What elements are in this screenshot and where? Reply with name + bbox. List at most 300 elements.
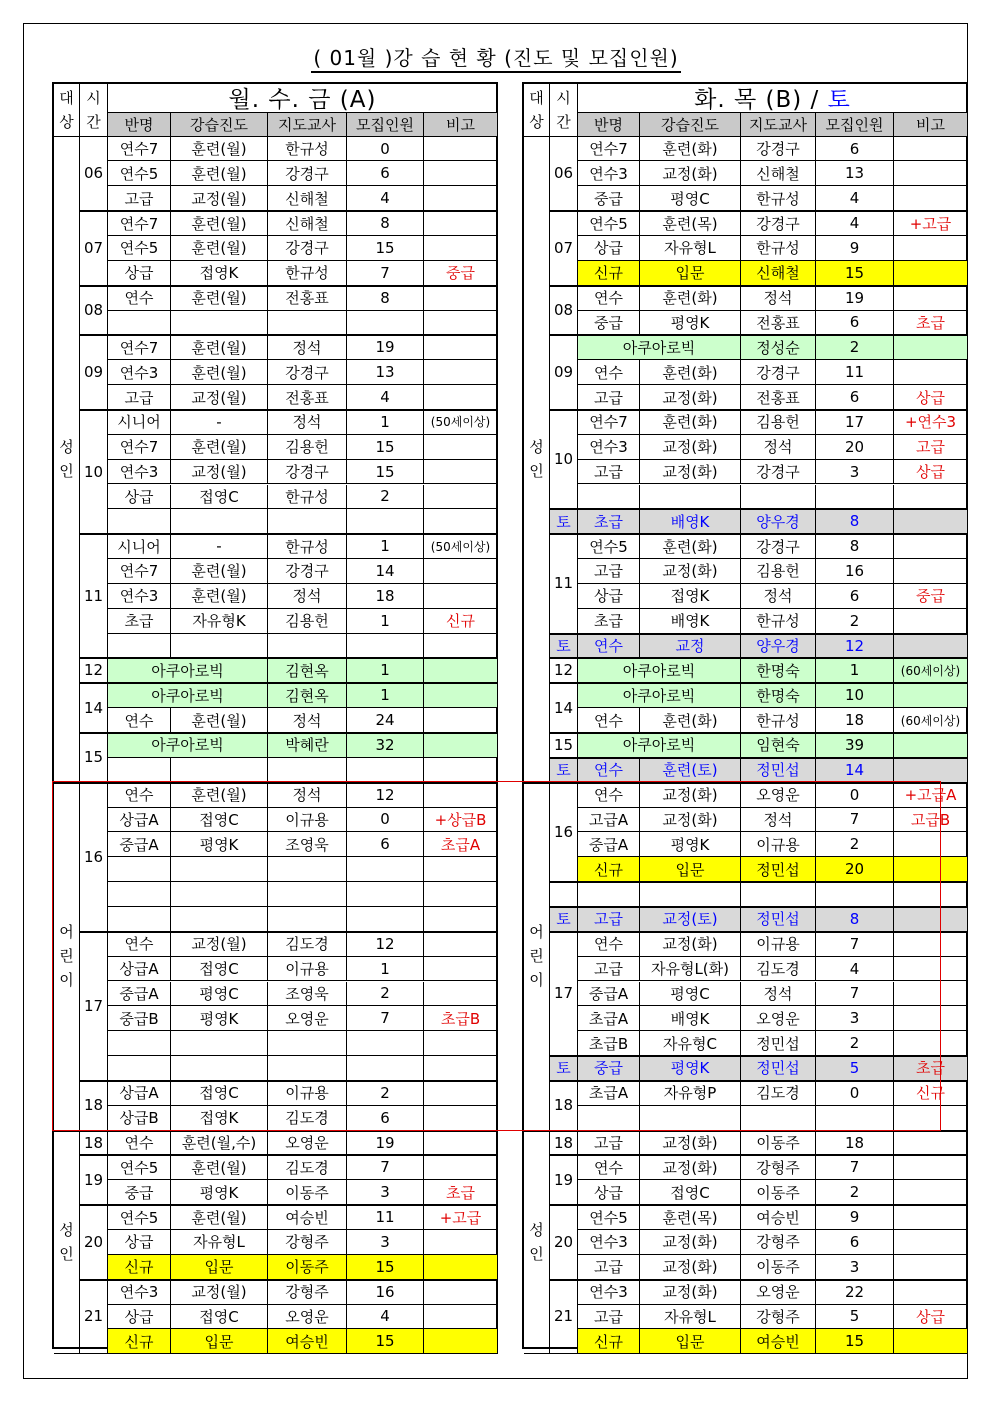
group-separator xyxy=(524,1130,968,1132)
note xyxy=(424,957,498,982)
enroll-count: 14 xyxy=(347,559,424,584)
curriculum: 교정(화) xyxy=(640,460,741,485)
class-name: 초급 xyxy=(578,509,640,534)
curriculum: 훈련(월) xyxy=(171,236,268,261)
group-label: 어린이 xyxy=(59,923,74,990)
curriculum: 훈련(월) xyxy=(171,286,268,311)
enroll-count: 17 xyxy=(816,410,894,435)
note: 초급 xyxy=(894,311,968,336)
teacher: 양우경 xyxy=(741,634,816,659)
note xyxy=(894,609,968,634)
enroll-count: 1 xyxy=(347,957,424,982)
teacher: 강형주 xyxy=(741,1155,816,1180)
teacher: 오영운 xyxy=(268,1131,347,1156)
enroll-count: 16 xyxy=(347,1280,424,1305)
schedule-table-tt-sat xyxy=(522,82,968,1349)
saturday-label: 토 xyxy=(550,634,578,659)
note: +연수3 xyxy=(894,410,968,435)
class-name: 고급 xyxy=(578,559,640,584)
column-header: 강습진도 xyxy=(171,113,268,137)
time-slot: 08 xyxy=(550,286,578,336)
note: +고급 xyxy=(894,211,968,236)
enroll-count: 8 xyxy=(347,286,424,311)
teacher: 여승빈 xyxy=(268,1329,347,1354)
teacher: 이동주 xyxy=(268,1180,347,1205)
teacher: 강경구 xyxy=(741,360,816,385)
teacher: 정민섭 xyxy=(741,857,816,882)
class-name: 상급B xyxy=(108,1106,171,1131)
block-separator xyxy=(550,881,968,883)
curriculum: 접영C xyxy=(171,1081,268,1106)
block-separator xyxy=(550,633,968,635)
teacher: 한규성 xyxy=(268,137,347,162)
enroll-count xyxy=(347,1031,424,1056)
curriculum: 자유형L xyxy=(171,1230,268,1255)
class-name: 연수 xyxy=(578,286,640,311)
note xyxy=(424,733,498,758)
curriculum: 교정(월) xyxy=(171,932,268,957)
note xyxy=(424,435,498,460)
teacher: 이규용 xyxy=(268,808,347,833)
curriculum: 자유형K xyxy=(171,609,268,634)
teacher: 정석 xyxy=(741,808,816,833)
enroll-count: 6 xyxy=(347,161,424,186)
enroll-count: 7 xyxy=(816,982,894,1007)
block-separator xyxy=(80,210,498,212)
class-name: 신규 xyxy=(578,857,640,882)
block-separator xyxy=(550,732,968,734)
note xyxy=(894,137,968,162)
curriculum: 교정(화) xyxy=(640,161,741,186)
enroll-count: 15 xyxy=(347,236,424,261)
teacher xyxy=(741,1106,816,1131)
class-name: 중급 xyxy=(578,1056,640,1081)
column-header: 모집인원 xyxy=(816,113,894,137)
class-name: 신규 xyxy=(578,261,640,286)
enroll-count: 5 xyxy=(816,1305,894,1330)
time-slot: 07 xyxy=(80,211,108,286)
teacher: 한규성 xyxy=(741,708,816,733)
note xyxy=(894,683,968,708)
header-time xyxy=(80,84,108,137)
class-name xyxy=(108,509,171,534)
curriculum: 훈련(목) xyxy=(640,211,741,236)
note xyxy=(894,1329,968,1354)
enroll-count: 2 xyxy=(816,1180,894,1205)
curriculum: 평영K xyxy=(640,311,741,336)
enroll-count: 6 xyxy=(816,137,894,162)
block-separator xyxy=(80,285,498,287)
time-slot: 11 xyxy=(550,534,578,633)
header-time xyxy=(550,84,578,137)
class-name: 고급A xyxy=(578,808,640,833)
enroll-count xyxy=(347,311,424,336)
block-separator xyxy=(550,1080,968,1082)
enroll-count: 7 xyxy=(347,261,424,286)
class-name: 고급 xyxy=(578,1305,640,1330)
curriculum: 훈련(월) xyxy=(171,559,268,584)
curriculum: 훈련(화) xyxy=(640,286,741,311)
class-name: 신규 xyxy=(108,1329,171,1354)
curriculum xyxy=(640,485,741,510)
curriculum: 접영C xyxy=(171,485,268,510)
class-name: 초급 xyxy=(578,609,640,634)
curriculum xyxy=(171,1031,268,1056)
note xyxy=(424,708,498,733)
note: +고급 xyxy=(424,1205,498,1230)
note xyxy=(424,982,498,1007)
time-slot: 14 xyxy=(550,683,578,733)
enroll-count xyxy=(347,758,424,783)
note xyxy=(894,1006,968,1031)
teacher: 정민섭 xyxy=(741,758,816,783)
teacher: 강형주 xyxy=(741,1305,816,1330)
class-name: 연수 xyxy=(578,758,640,783)
enroll-count: 13 xyxy=(816,161,894,186)
group-adult xyxy=(524,1131,550,1355)
group-kids xyxy=(54,783,80,1131)
class-name: 연수3 xyxy=(578,1230,640,1255)
enroll-count: 8 xyxy=(816,534,894,559)
curriculum: 평영C xyxy=(640,982,741,1007)
teacher: 이규용 xyxy=(741,932,816,957)
enroll-count: 20 xyxy=(816,435,894,460)
enroll-count: 7 xyxy=(347,1155,424,1180)
class-name xyxy=(108,907,171,932)
enroll-count xyxy=(347,857,424,882)
teacher: 강경구 xyxy=(741,211,816,236)
enroll-count xyxy=(816,882,894,907)
class-name: 상급 xyxy=(578,1180,640,1205)
teacher: 오영운 xyxy=(741,783,816,808)
class-name: 연수 xyxy=(108,286,171,311)
curriculum: 접영C xyxy=(171,1305,268,1330)
class-name: 연수3 xyxy=(108,360,171,385)
curriculum: 자유형P xyxy=(640,1081,741,1106)
time-slot: 15 xyxy=(80,733,108,783)
enroll-count: 20 xyxy=(816,857,894,882)
curriculum xyxy=(171,857,268,882)
enroll-count: 6 xyxy=(816,311,894,336)
note xyxy=(894,932,968,957)
teacher xyxy=(268,634,347,659)
class-name: 연수7 xyxy=(578,410,640,435)
note xyxy=(424,1255,498,1280)
column-header: 지도교사 xyxy=(268,113,347,137)
teacher: 정석 xyxy=(741,584,816,609)
class-name: 연수 xyxy=(578,634,640,659)
teacher xyxy=(268,1056,347,1081)
teacher: 김용헌 xyxy=(268,435,347,460)
class-name: 상급 xyxy=(578,584,640,609)
curriculum: 접영K xyxy=(171,261,268,286)
block-separator xyxy=(550,1279,968,1281)
group-label: 어린이 xyxy=(529,923,544,990)
class-name: 고급 xyxy=(108,186,171,211)
curriculum: 교정(화) xyxy=(640,783,741,808)
enroll-count: 3 xyxy=(816,1255,894,1280)
class-name: 연수 xyxy=(108,708,171,733)
note xyxy=(894,236,968,261)
teacher: 정석 xyxy=(268,708,347,733)
class-name: 연수3 xyxy=(108,1280,171,1305)
enroll-count: 0 xyxy=(816,783,894,808)
enroll-count xyxy=(347,882,424,907)
enroll-count: 4 xyxy=(816,186,894,211)
header-time-label: 시간 xyxy=(556,88,571,131)
teacher xyxy=(268,907,347,932)
group-adult xyxy=(524,137,550,783)
note: 초급A xyxy=(424,832,498,857)
enroll-count: 15 xyxy=(347,435,424,460)
note xyxy=(424,584,498,609)
enroll-count: 7 xyxy=(816,932,894,957)
curriculum xyxy=(640,1106,741,1131)
curriculum xyxy=(171,509,268,534)
teacher: 정민섭 xyxy=(741,1031,816,1056)
class-name xyxy=(108,1031,171,1056)
curriculum: 훈련(월,수) xyxy=(171,1131,268,1156)
note xyxy=(894,485,968,510)
class-name: 연수3 xyxy=(578,435,640,460)
curriculum xyxy=(171,1056,268,1081)
class-name: 고급 xyxy=(108,385,171,410)
note xyxy=(424,882,498,907)
curriculum: 훈련(화) xyxy=(640,410,741,435)
note xyxy=(894,1180,968,1205)
class-name: 중급A xyxy=(108,982,171,1007)
column-header: 비고 xyxy=(424,113,498,137)
page-title-text: ( 01월 )강 습 현 황 (진도 및 모집인원) xyxy=(311,46,680,73)
curriculum: 훈련(화) xyxy=(640,137,741,162)
teacher: 강경구 xyxy=(268,360,347,385)
group-separator xyxy=(524,782,968,784)
column-header: 반명 xyxy=(108,113,171,137)
note xyxy=(424,1081,498,1106)
note xyxy=(894,1106,968,1131)
enroll-count: 39 xyxy=(816,733,894,758)
enroll-count: 15 xyxy=(816,261,894,286)
curriculum: 평영K xyxy=(640,832,741,857)
enroll-count: 4 xyxy=(816,957,894,982)
teacher: 강형주 xyxy=(268,1230,347,1255)
class-name: 상급A xyxy=(108,957,171,982)
curriculum: 훈련(월) xyxy=(171,584,268,609)
block-separator xyxy=(550,210,968,212)
curriculum: 교정(토) xyxy=(640,907,741,932)
time-slot: 06 xyxy=(550,137,578,212)
note xyxy=(424,1280,498,1305)
enroll-count: 2 xyxy=(347,982,424,1007)
teacher: 한규성 xyxy=(741,609,816,634)
curriculum: - xyxy=(171,410,268,435)
block-separator xyxy=(80,657,498,659)
curriculum: 교정(화) xyxy=(640,1280,741,1305)
teacher: 이동주 xyxy=(741,1131,816,1156)
note: (50세이상) xyxy=(424,410,498,435)
page-title xyxy=(0,42,992,71)
teacher: 이동주 xyxy=(268,1255,347,1280)
class-name: 연수3 xyxy=(578,161,640,186)
curriculum: 교정(화) xyxy=(640,1131,741,1156)
note xyxy=(424,857,498,882)
note: 초급 xyxy=(424,1180,498,1205)
enroll-count: 1 xyxy=(347,410,424,435)
class-name: 연수7 xyxy=(108,559,171,584)
block-separator xyxy=(550,533,968,535)
class-name: 중급A xyxy=(108,832,171,857)
note xyxy=(424,360,498,385)
class-name: 연수3 xyxy=(108,584,171,609)
enroll-count: 2 xyxy=(816,1031,894,1056)
teacher: 강경구 xyxy=(268,460,347,485)
curriculum: 교정(화) xyxy=(640,435,741,460)
teacher: 오영운 xyxy=(268,1006,347,1031)
class-name: 연수 xyxy=(108,783,171,808)
enroll-count: 1 xyxy=(347,658,424,683)
enroll-count: 7 xyxy=(347,1006,424,1031)
note xyxy=(424,485,498,510)
note xyxy=(424,634,498,659)
class-name xyxy=(108,311,171,336)
enroll-count: 15 xyxy=(347,460,424,485)
note: (50세이상) xyxy=(424,534,498,559)
time-slot: 17 xyxy=(550,932,578,1056)
curriculum: 배영K xyxy=(640,509,741,534)
teacher: 강경구 xyxy=(741,534,816,559)
note xyxy=(424,236,498,261)
curriculum: 평영C xyxy=(171,982,268,1007)
teacher: 이규용 xyxy=(741,832,816,857)
note xyxy=(424,460,498,485)
teacher: 여승빈 xyxy=(741,1205,816,1230)
schedule-title xyxy=(578,84,968,113)
group-label: 성인 xyxy=(529,438,544,481)
teacher: 정석 xyxy=(268,783,347,808)
enroll-count: 16 xyxy=(816,559,894,584)
class-name: 중급 xyxy=(578,311,640,336)
note xyxy=(894,882,968,907)
curriculum: 훈련(월) xyxy=(171,435,268,460)
curriculum: 교정(월) xyxy=(171,186,268,211)
block-separator xyxy=(550,1204,968,1206)
curriculum: 훈련(화) xyxy=(640,534,741,559)
teacher: 한규성 xyxy=(741,186,816,211)
note: 상급 xyxy=(894,460,968,485)
teacher xyxy=(268,882,347,907)
time-slot: 16 xyxy=(80,783,108,932)
teacher: 강경구 xyxy=(741,460,816,485)
class-name: 중급 xyxy=(578,186,640,211)
enroll-count xyxy=(347,634,424,659)
curriculum: 훈련(목) xyxy=(640,1205,741,1230)
note xyxy=(424,509,498,534)
class-name: 연수7 xyxy=(108,211,171,236)
note xyxy=(424,137,498,162)
teacher: 김용헌 xyxy=(268,609,347,634)
header-target-label: 대상 xyxy=(529,88,544,131)
teacher: 김현옥 xyxy=(268,683,347,708)
curriculum xyxy=(171,907,268,932)
enroll-count: 0 xyxy=(347,808,424,833)
curriculum: 훈련(월) xyxy=(171,161,268,186)
saturday-label: 토 xyxy=(550,758,578,783)
note xyxy=(894,957,968,982)
note: 중급 xyxy=(424,261,498,286)
note: (60세이상) xyxy=(894,708,968,733)
class-name: 연수5 xyxy=(578,534,640,559)
enroll-count xyxy=(347,509,424,534)
note xyxy=(894,982,968,1007)
note: (60세이상) xyxy=(894,658,968,683)
enroll-count: 2 xyxy=(347,485,424,510)
teacher: 신해철 xyxy=(741,261,816,286)
note xyxy=(424,1155,498,1180)
class-name: 연수5 xyxy=(578,211,640,236)
note xyxy=(424,161,498,186)
curriculum: 평영C xyxy=(640,186,741,211)
teacher: 전홍표 xyxy=(268,286,347,311)
teacher: 신해철 xyxy=(741,161,816,186)
curriculum: 접영C xyxy=(171,808,268,833)
enroll-count: 13 xyxy=(347,360,424,385)
class-name xyxy=(578,1106,640,1131)
class-name: 연수 xyxy=(578,360,640,385)
enroll-count: 3 xyxy=(816,460,894,485)
enroll-count: 11 xyxy=(816,360,894,385)
block-separator xyxy=(550,906,968,908)
class-name: 중급A xyxy=(578,982,640,1007)
enroll-count: 4 xyxy=(347,1305,424,1330)
teacher: 정석 xyxy=(268,584,347,609)
class-name: 상급A xyxy=(108,808,171,833)
curriculum: 훈련(월) xyxy=(171,211,268,236)
class-name: 아쿠아로빅 xyxy=(578,683,741,708)
class-name: 고급 xyxy=(578,1255,640,1280)
enroll-count: 4 xyxy=(347,186,424,211)
curriculum: 입문 xyxy=(171,1329,268,1354)
block-separator xyxy=(80,1204,498,1206)
teacher: 정민섭 xyxy=(741,1056,816,1081)
block-separator xyxy=(80,732,498,734)
curriculum xyxy=(640,882,741,907)
enroll-count: 15 xyxy=(347,1255,424,1280)
teacher: 김현옥 xyxy=(268,658,347,683)
enroll-count: 0 xyxy=(347,137,424,162)
note: +상급B xyxy=(424,808,498,833)
curriculum: 입문 xyxy=(171,1255,268,1280)
class-name xyxy=(108,758,171,783)
time-slot: 19 xyxy=(550,1155,578,1205)
class-name: 아쿠아로빅 xyxy=(108,658,268,683)
enroll-count: 6 xyxy=(816,1230,894,1255)
time-slot xyxy=(550,882,578,907)
teacher: 김도경 xyxy=(268,1155,347,1180)
curriculum: 접영K xyxy=(640,584,741,609)
class-name: 고급 xyxy=(578,385,640,410)
note xyxy=(424,658,498,683)
group-label: 성인 xyxy=(529,1220,544,1263)
curriculum: 평영K xyxy=(171,1006,268,1031)
time-slot: 14 xyxy=(80,683,108,733)
curriculum: 입문 xyxy=(640,1329,741,1354)
curriculum: 배영K xyxy=(640,609,741,634)
curriculum: 훈련(월) xyxy=(171,783,268,808)
enroll-count: 12 xyxy=(347,783,424,808)
teacher: 강경구 xyxy=(268,559,347,584)
curriculum: 훈련(월) xyxy=(171,137,268,162)
teacher: 오영운 xyxy=(741,1280,816,1305)
